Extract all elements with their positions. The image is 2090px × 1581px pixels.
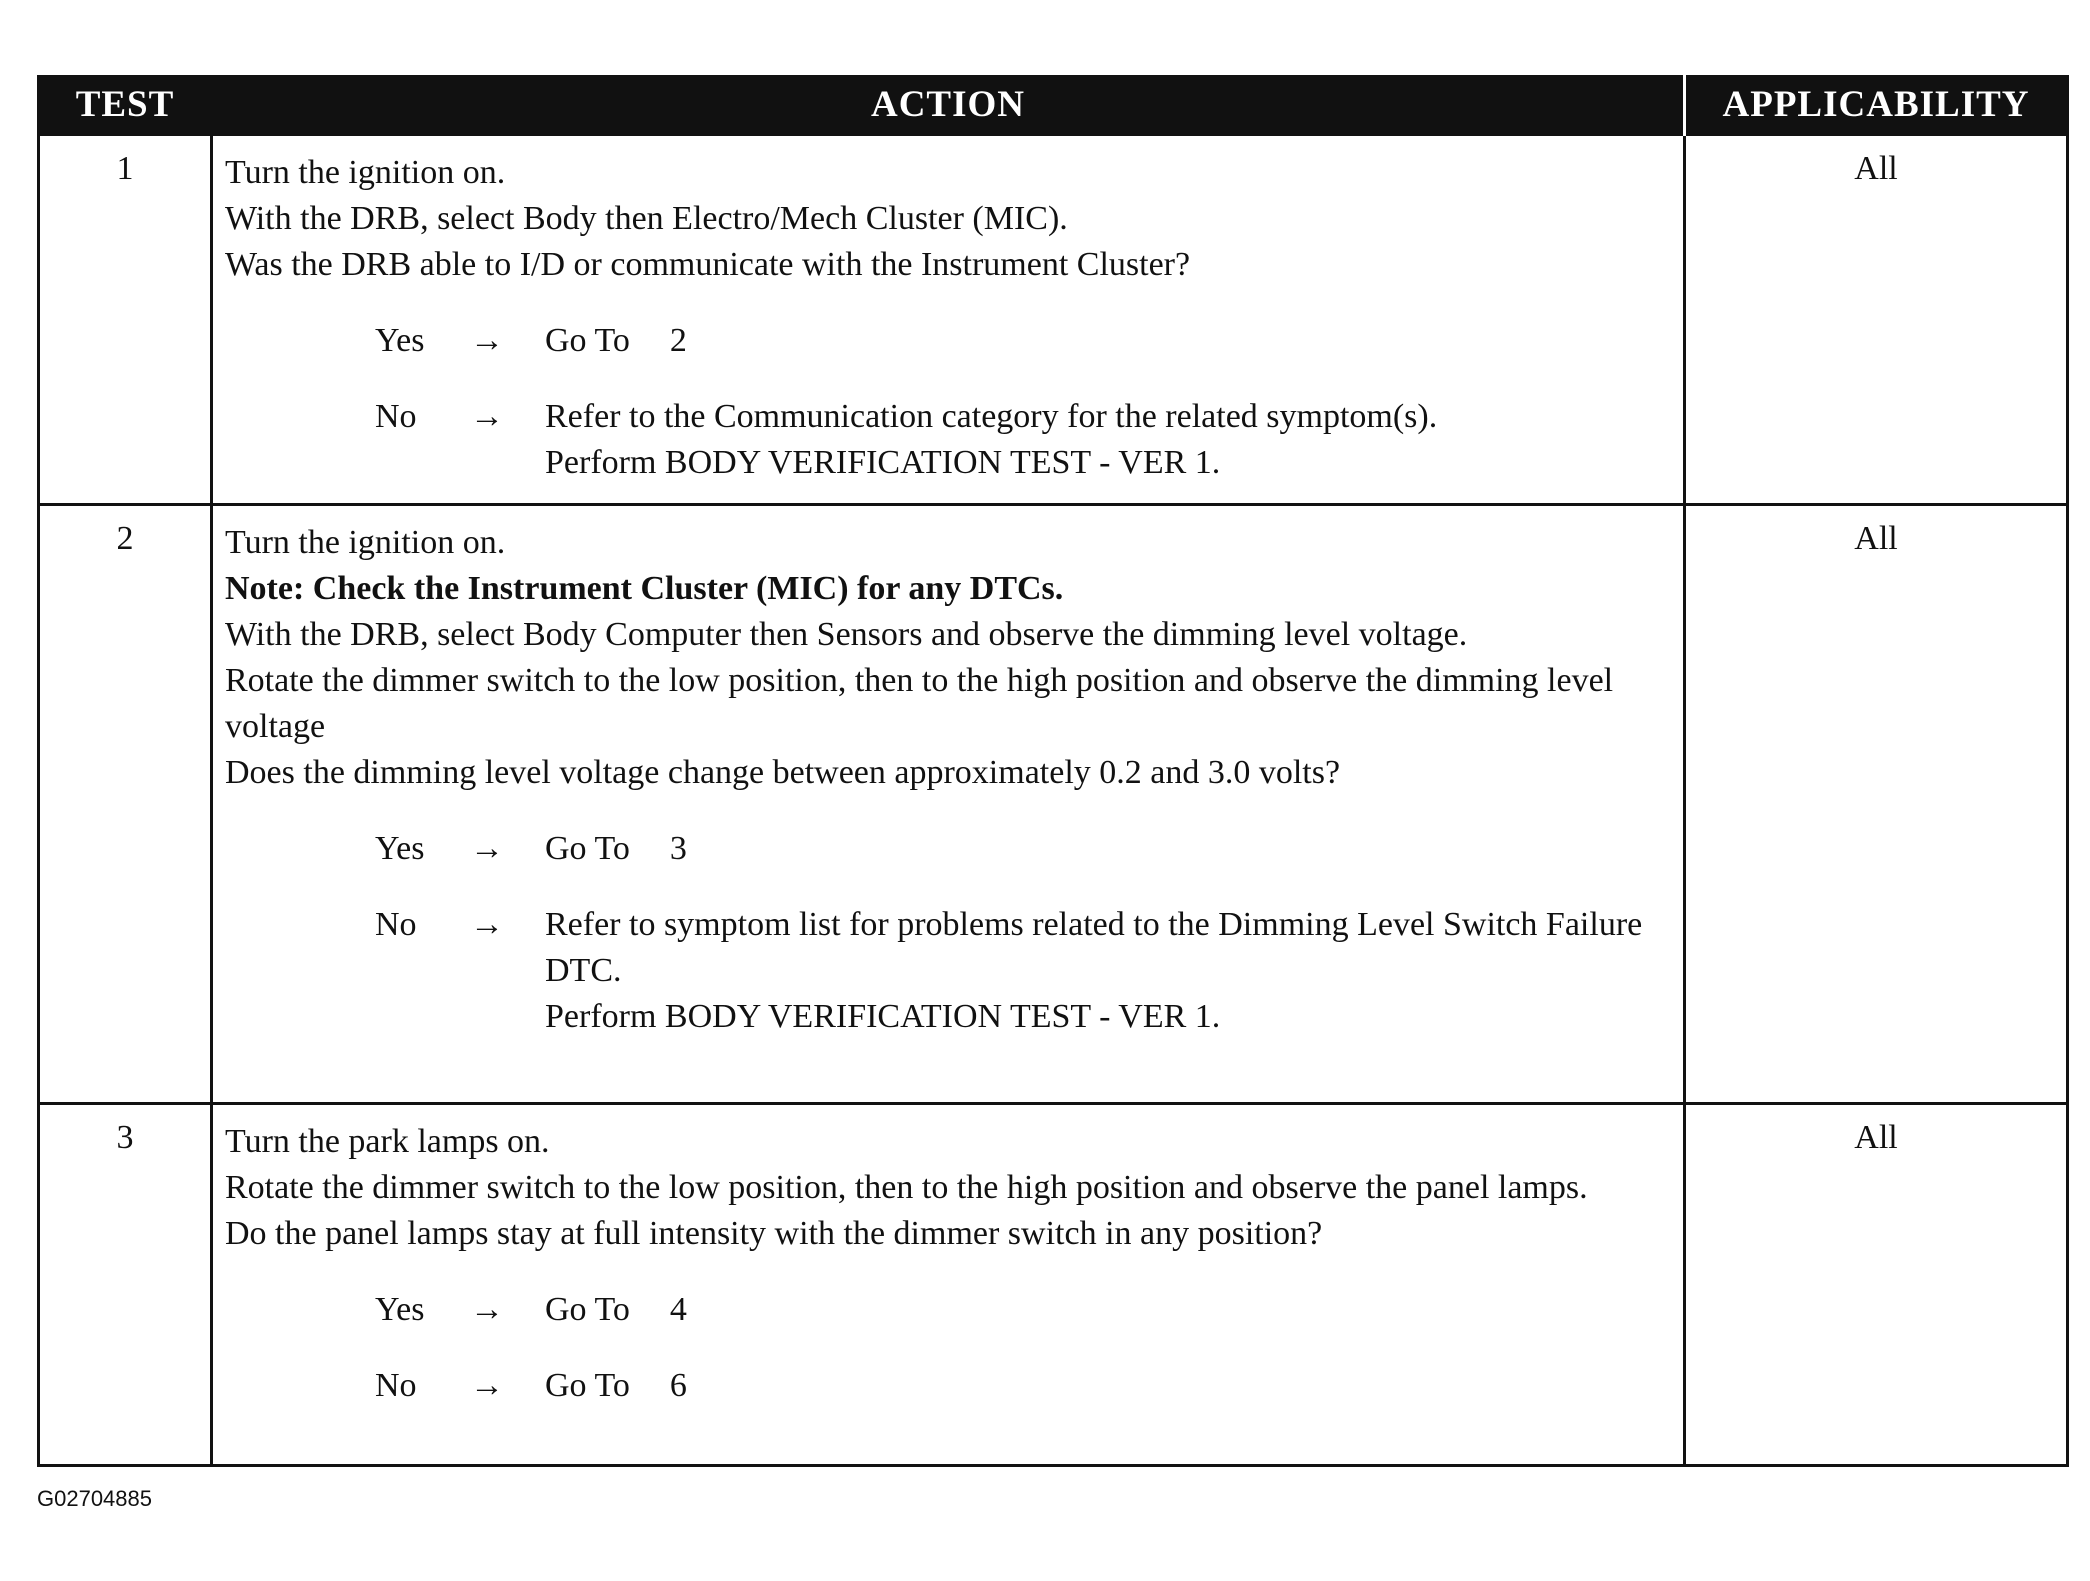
test-number: 1 bbox=[39, 135, 212, 505]
goto-target: 2 bbox=[669, 322, 687, 359]
yes-label: Yes bbox=[375, 1291, 425, 1328]
no-outcome-line: Perform BODY VERIFICATION TEST - VER 1. bbox=[545, 998, 1221, 1035]
diagnostic-test-table-container bbox=[37, 75, 2057, 1467]
goto-target: 3 bbox=[669, 830, 687, 867]
action-line: Turn the ignition on. bbox=[225, 154, 506, 191]
table-row bbox=[39, 1104, 2068, 1466]
action-line: Turn the park lamps on. bbox=[225, 1123, 550, 1160]
action-line: With the DRB, select Body Computer then Sensors and observe the dimming level voltage. bbox=[225, 616, 1468, 653]
action-line: With the DRB, select Body then Electro/Mech Cluster (MIC). bbox=[225, 200, 1068, 237]
yes-outcome bbox=[225, 1287, 1671, 1333]
arrow-right-icon: → bbox=[470, 830, 504, 867]
yes-label: Yes bbox=[375, 322, 425, 359]
test-action bbox=[212, 505, 1685, 1104]
yes-outcome bbox=[225, 318, 1671, 364]
no-outcome-line: Perform BODY VERIFICATION TEST - VER 1. bbox=[545, 444, 1221, 481]
no-outcome bbox=[225, 902, 1671, 1040]
goto-text: Go To bbox=[545, 322, 630, 359]
yes-outcome bbox=[225, 826, 1671, 872]
test-action bbox=[212, 1104, 1685, 1466]
no-outcome-line: Refer to symptom list for problems related to the Dimming Level Switch Failure DTC. bbox=[545, 906, 1643, 989]
goto-text: Go To bbox=[545, 1291, 630, 1328]
header-test: TEST bbox=[39, 75, 212, 135]
arrow-right-icon: → bbox=[470, 398, 504, 435]
table-row bbox=[39, 505, 2068, 1104]
no-label: No bbox=[375, 906, 417, 943]
test-number: 2 bbox=[39, 505, 212, 1104]
table-header-row bbox=[39, 75, 2068, 135]
table-row bbox=[39, 135, 2068, 505]
diagnostic-test-table bbox=[37, 75, 2069, 1467]
arrow-right-icon: → bbox=[470, 1367, 504, 1404]
goto-target: 4 bbox=[669, 1291, 687, 1328]
header-applicability: APPLICABILITY bbox=[1685, 75, 2068, 135]
goto-text: Go To bbox=[545, 830, 630, 867]
action-line: Turn the ignition on. bbox=[225, 524, 506, 561]
test-number: 3 bbox=[39, 1104, 212, 1466]
action-line: Rotate the dimmer switch to the low position, then to the high position and observe the dimming level voltage bbox=[225, 662, 1614, 745]
header-action: ACTION bbox=[212, 75, 1685, 135]
no-outcome-line: Refer to the Communication category for the related symptom(s). bbox=[545, 398, 1438, 435]
no-label: No bbox=[375, 1367, 417, 1404]
action-line: Was the DRB able to I/D or communicate with the Instrument Cluster? bbox=[225, 246, 1191, 283]
goto-target: 6 bbox=[669, 1367, 687, 1404]
no-label: No bbox=[375, 398, 417, 435]
action-line: Does the dimming level voltage change between approximately 0.2 and 3.0 volts? bbox=[225, 754, 1341, 791]
goto-text: Go To bbox=[545, 1367, 630, 1404]
test-applicability: All bbox=[1685, 135, 2068, 505]
no-outcome bbox=[225, 1363, 1671, 1409]
arrow-right-icon: → bbox=[470, 906, 504, 943]
no-outcome bbox=[225, 394, 1671, 486]
action-line: Do the panel lamps stay at full intensity with the dimmer switch in any position? bbox=[225, 1215, 1323, 1252]
action-line: Rotate the dimmer switch to the low position, then to the high position and observe the panel lamps. bbox=[225, 1169, 1588, 1206]
arrow-right-icon: → bbox=[470, 322, 504, 359]
test-applicability: All bbox=[1685, 1104, 2068, 1466]
arrow-right-icon: → bbox=[470, 1291, 504, 1328]
figure-reference-id: G02704885 bbox=[37, 1486, 152, 1511]
yes-label: Yes bbox=[375, 830, 425, 867]
test-applicability: All bbox=[1685, 505, 2068, 1104]
note-line: Note: Check the Instrument Cluster (MIC) for any DTCs. bbox=[225, 570, 1064, 607]
test-action bbox=[212, 135, 1685, 505]
